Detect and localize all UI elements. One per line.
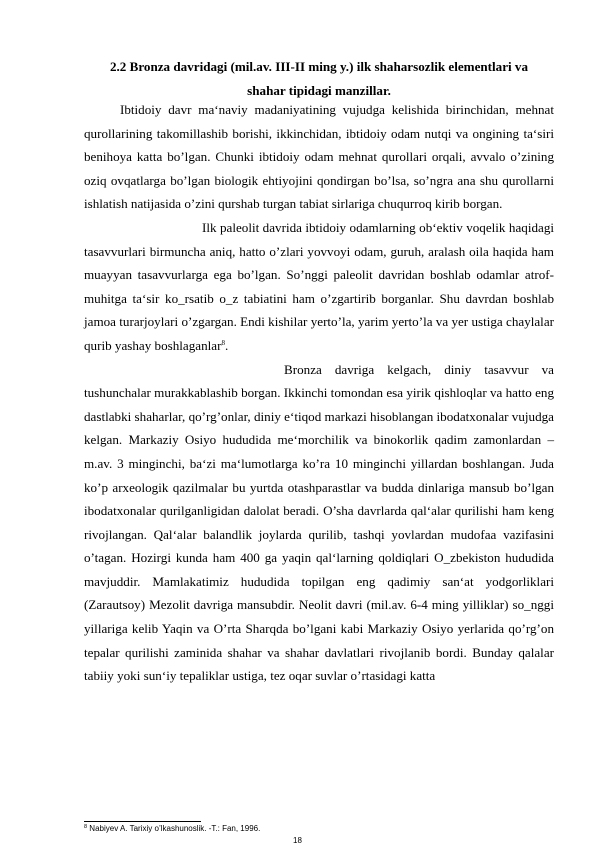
- section-heading-line-2: shahar tipidagi manzillar.: [247, 82, 391, 98]
- footnote-separator: [84, 821, 201, 822]
- paragraph-2-text: Ilk paleolit davrida ibtidoiy odamlarning ob‘ektiv voqelik haqidagi tasavvurlari birmuncha aniq, hatto o’zlari yovvoyi odam, guruh, aralash oila haqida ham muayyan tasavvurlarga ega bo’lgan. So’nggi paleolit davridan boshlab odamlar atrof-muhitga ta‘sir ko_rsatib o_z tabiatini ham o’zgartirib borganlar. Shu davrdan boshlab jamoa turarjoylari o’zgargan. Endi kishilar yerto’la, yarim yerto’la va yer ustiga chaylalar qurib yashay boshlaganlar: [84, 219, 554, 353]
- body-text: [84, 98, 554, 688]
- section-heading: [84, 55, 554, 102]
- paragraph-3-text: Bronza davriga kelgach, diniy tasavvur va tushunchalar murakkablashib borgan. Ikkinchi tomondan esa yirik qishloqlar va hatto eng dastlabki shaharlar, qo’rg’onlar, diniy e‘tiqod markazi hisoblangan ibodatxonalar vujudga kelgan. Markaziy Osiyo hududida me‘morchilik va binokorlik qadim zamonlardan – m.av. 3 minginchi, ba‘zi ma‘lumotlarga ko’ra 10 minginchi yillardan boshlangan. Juda ko’p arxeologik qazilmalar bu yurtda otashparastlar va budda dinlariga mansub bo’lgan ibodatxonalar qurilganligidan dalolat beradi. O’sha davrlarda qal‘alar qurilishi ham keng rivojlangan. Qal‘alar balandlik joylarda qurilib, tashqi yovlardan mudofaa vazifasini o’tagan. Hozirgi kunda ham 400 ga yaqin qal‘larning qoldiqlari O_zbekiston hududida mavjuddir. Mamlakatimiz hududida topilgan eng qadimiy san‘at yodgorliklari (Zarautsoy) Mezolit davriga mansubdir. Neolit davri (mil.av. 6-4 ming yilliklar) so_nggi yillariga kelib Yaqin va O’rta Sharqda bo’lgani kabi Markaziy Osiyo yerlarida qo’rg’on tepalar qurilishi zaminida shahar va shahar davlatlari rivojlanib bordi. Bunday qalalar tabiiy yoki sun‘iy tepaliklar ustiga, tez oqar suvlar o’rtasidagi katta: [84, 361, 554, 684]
- paragraph-2: [84, 216, 554, 358]
- footnote-reference-suffix: .: [224, 337, 229, 353]
- page-number: 18: [293, 836, 302, 845]
- paragraph-3: [84, 358, 554, 688]
- footnote-reference[interactable]: 8: [221, 338, 225, 347]
- paragraph-1-text: Ibtidoiy davr ma‘naviy madaniyatining vujudga kelishida birinchidan, mehnat qurollarining takomillashib borishi, ikkinchidan, ibtidoiy odam nutqi va ongining ta‘siri benihoya katta bo’lgan. Chunki ibtidoiy odam mehnat qurollari orqali, avvalo o’zining oziq ovqatlarga bo’lgan biologik ehtiyojini qondirgan bo’lsa, so’ngra ana shu qurollarni ishlatish natijasida o’zini qurshab turgan tabiat sirlariga chuqurroq kirib borgan.: [84, 102, 554, 212]
- footnote-marker: 8: [84, 824, 88, 830]
- footnote-text: Nabiyev A. Tarixiy o’lkashunoslik. -T.: Fan, 1996.: [87, 824, 261, 833]
- paragraph-1: [84, 98, 554, 216]
- footnote: [84, 824, 260, 834]
- section-heading-line-1: 2.2 Bronza davridagi (mil.av. III-II ming y.) ilk shaharsozlik elementlari va: [109, 59, 529, 74]
